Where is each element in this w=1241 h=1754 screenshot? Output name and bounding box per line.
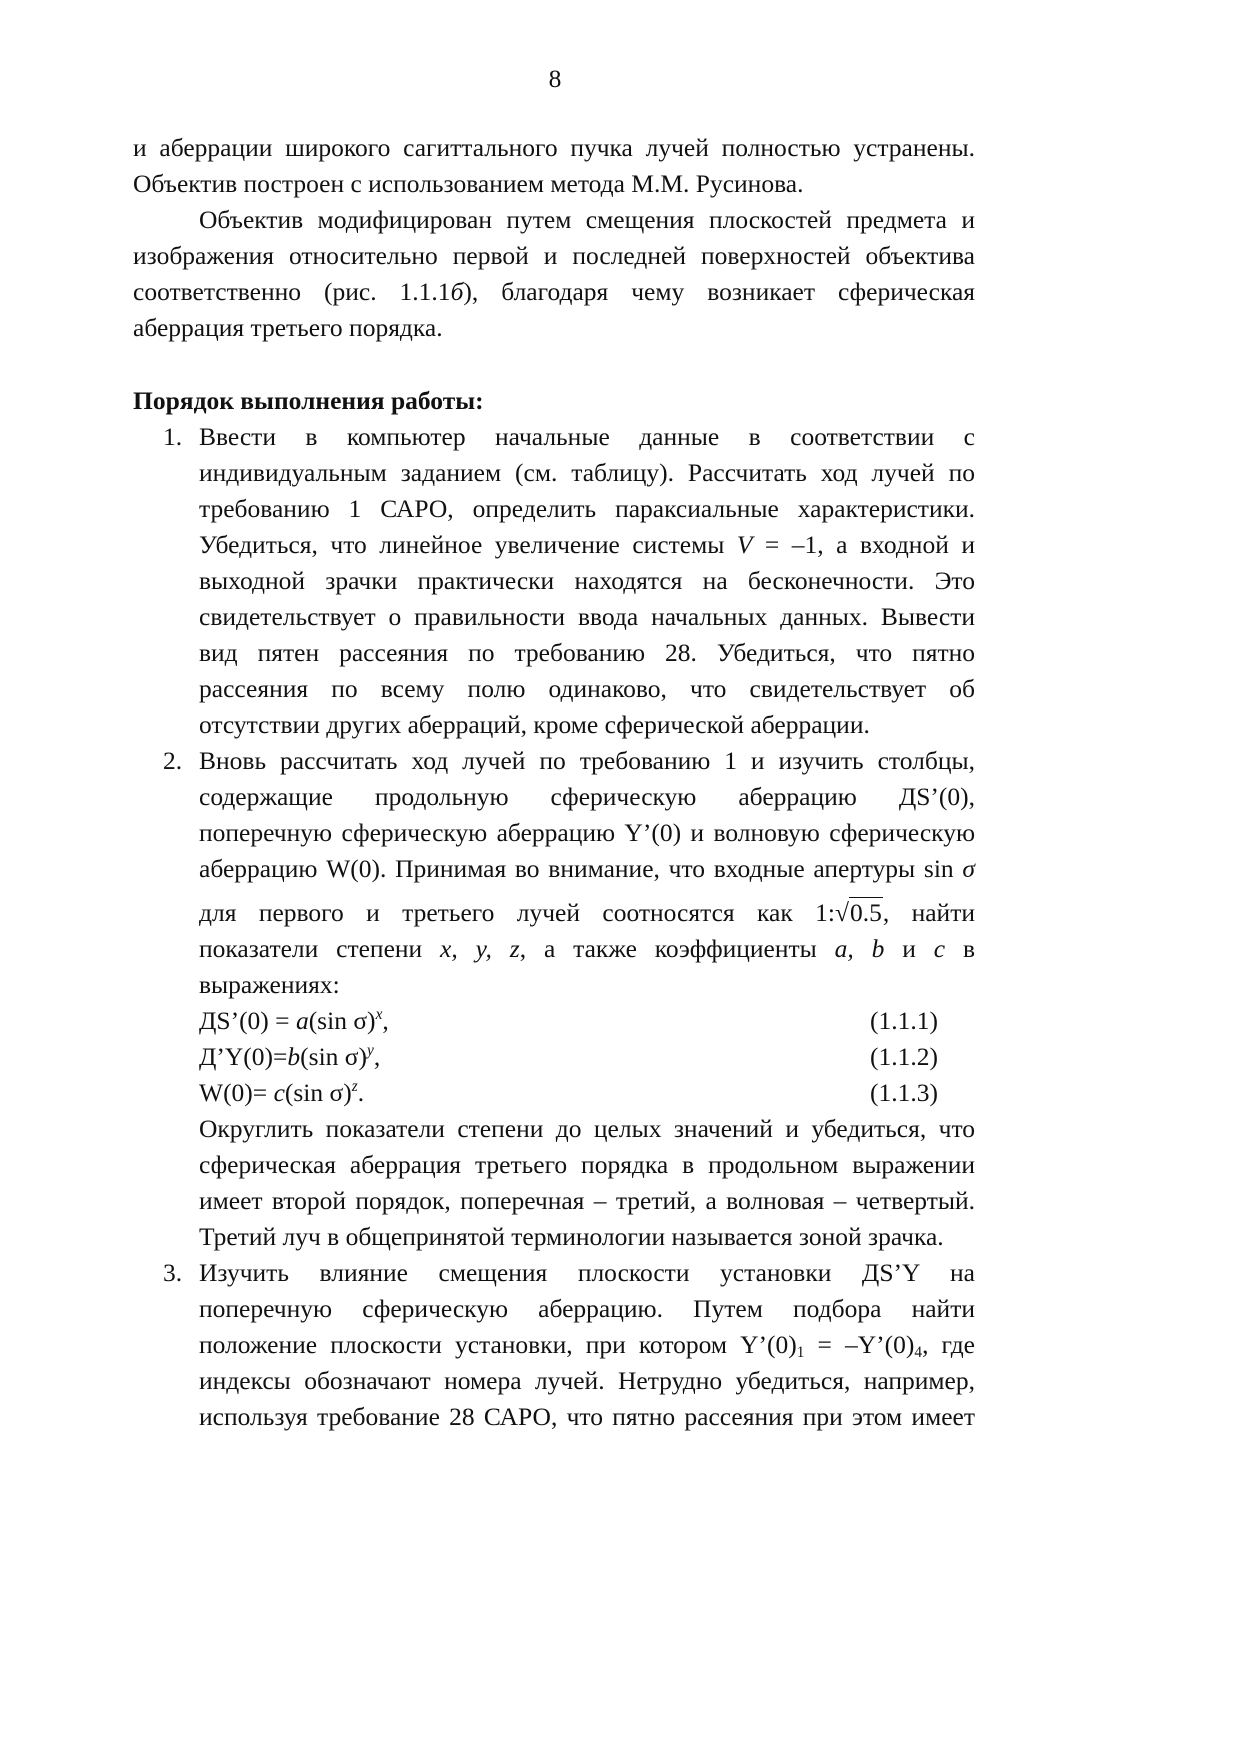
text-run: Округлить показатели степени до целых значений и убедиться, что xyxy=(199,1114,975,1143)
text-line xyxy=(133,779,975,815)
text-run: требованию 1 САРО, определить параксиальные характеристики. xyxy=(199,494,975,523)
text-run: Вновь рассчитать ход лучей по требованию 1 и изучить столбцы, xyxy=(199,746,975,775)
text-run: , xyxy=(382,1006,389,1035)
text-line xyxy=(133,815,975,851)
text-run xyxy=(854,934,872,963)
formula-line xyxy=(133,1075,975,1111)
text-run: индивидуальным заданием (см. таблицу). Рассчитать ход лучей по xyxy=(199,458,975,487)
text-run: рассеяния по всему полю одинаково, что свидетельствует об xyxy=(199,674,975,703)
text-line xyxy=(133,1399,975,1435)
text-line xyxy=(133,1255,975,1291)
italic-symbol: a xyxy=(295,1006,309,1035)
text-run: W(0)= xyxy=(199,1078,274,1107)
text-run: Порядок выполнения работы: xyxy=(133,386,484,415)
equation-number: (1.1.1) xyxy=(870,1006,938,1035)
text-run: , а также коэффициенты xyxy=(519,934,835,963)
italic-symbol: б xyxy=(450,277,464,306)
text-line xyxy=(133,527,975,563)
text-run: индексы обозначают номера лучей. Нетрудно убедиться, например, xyxy=(199,1366,975,1395)
text-line xyxy=(133,563,975,599)
text-line xyxy=(133,1291,975,1327)
formula-text xyxy=(199,1042,380,1071)
text-run: = –Y’(0) xyxy=(804,1330,915,1359)
equation-number: (1.1.2) xyxy=(870,1042,938,1071)
list-number: 1. xyxy=(163,422,183,451)
text-run: ), благодаря чему возникает сферическая xyxy=(463,277,975,306)
square-root: √0.5 xyxy=(834,898,882,927)
italic-symbol: y, xyxy=(475,934,492,963)
text-line xyxy=(133,1147,975,1183)
text-run: выражениях: xyxy=(199,970,340,999)
italic-symbol: c xyxy=(933,934,946,963)
text-run xyxy=(492,934,510,963)
text-line xyxy=(133,931,975,967)
text-line xyxy=(133,743,975,779)
text-run: Ввести в компьютер начальные данные в соответствии с xyxy=(199,422,975,451)
text-run: и аберрации широкого сагиттального пучка лучей полностью устранены. xyxy=(133,133,975,162)
text-run: (sin σ) xyxy=(300,1042,368,1071)
text-run: выходной зрачки практически находятся на бесконечности. Это xyxy=(199,566,975,595)
italic-symbol: x, xyxy=(440,934,458,963)
formula-line xyxy=(133,1039,975,1075)
text-line xyxy=(133,491,975,527)
text-line xyxy=(133,1183,975,1219)
text-line xyxy=(133,1327,975,1363)
text-run: (sin σ) xyxy=(308,1006,376,1035)
text-line xyxy=(133,166,975,202)
text-line xyxy=(133,130,975,166)
text-run: = –1, а входной и xyxy=(752,530,975,559)
text-run: поперечную сферическую аберрацию. Путем подбора найти xyxy=(199,1294,975,1323)
text-line xyxy=(133,707,975,743)
text-run: . xyxy=(357,1078,365,1107)
formula-line xyxy=(133,1003,975,1039)
text-line xyxy=(133,1219,975,1255)
text-run: Объектив построен с использованием метода М.М. Русинова. xyxy=(133,169,804,198)
exponent: y xyxy=(367,1042,374,1059)
text-run xyxy=(458,934,476,963)
text-run: имеет второй порядок, поперечная – третий, а волновая – четвертый. xyxy=(199,1186,975,1215)
subscript-index: 4 xyxy=(914,1344,923,1361)
exponent: x xyxy=(375,1006,383,1023)
text-run: аберрацию W(0). Принимая во внимание, что входные апертуры sin xyxy=(199,854,963,883)
formula-text xyxy=(199,1078,364,1107)
text-run: отсутствии других аберраций, кроме сферической аберрации. xyxy=(199,710,870,739)
text-line xyxy=(133,599,975,635)
text-line xyxy=(133,202,975,238)
text-line xyxy=(133,851,975,887)
text-run: соответственно (рис. 1.1.1 xyxy=(133,277,451,306)
italic-symbol: σ xyxy=(962,854,975,883)
equation-number: (1.1.3) xyxy=(870,1078,938,1107)
text-run: (sin σ) xyxy=(284,1078,352,1107)
text-run: Изучить влияние смещения плоскости установки ДS’Y на xyxy=(199,1258,975,1287)
text-run: вид пятен рассеяния по требованию 28. Убедиться, что пятно xyxy=(199,638,975,667)
italic-symbol: a, xyxy=(834,934,854,963)
exponent: z xyxy=(351,1078,358,1095)
italic-symbol: V xyxy=(736,530,753,559)
text-run: свидетельствует о правильности ввода начальных данных. Вывести xyxy=(199,602,975,631)
italic-symbol: z xyxy=(509,934,520,963)
document-body xyxy=(133,130,975,1435)
italic-symbol: c xyxy=(273,1078,285,1107)
text-run: положение плоскости установки, при котором Y’(0) xyxy=(199,1330,797,1359)
text-line xyxy=(133,310,975,346)
text-run: аберрация третьего порядка. xyxy=(133,313,443,342)
text-run: изображения относительно первой и последней поверхностей объектива xyxy=(133,241,975,270)
text-run: показатели степени xyxy=(199,934,441,963)
text-run: Д’Y(0)= xyxy=(199,1042,288,1071)
text-run: ДS’(0) = xyxy=(199,1006,296,1035)
text-line xyxy=(133,238,975,274)
text-run: для первого и третьего лучей соотносятся как 1: xyxy=(199,898,835,927)
page-number: 8 xyxy=(548,64,562,93)
text-line xyxy=(133,1363,975,1399)
text-line xyxy=(133,455,975,491)
text-run: и xyxy=(884,934,934,963)
list-number: 2. xyxy=(163,746,183,775)
section-heading xyxy=(133,383,975,419)
text-run: , найти xyxy=(882,898,975,927)
text-run: Объектив модифицирован путем смещения плоскостей предмета и xyxy=(199,205,975,234)
text-line xyxy=(133,635,975,671)
text-run: поперечную сферическую аберрацию Y’(0) и волновую сферическую xyxy=(199,818,975,847)
text-line xyxy=(133,887,975,931)
text-run: содержащие продольную сферическую аберрацию ДS’(0), xyxy=(199,782,975,811)
text-line xyxy=(133,274,975,310)
text-run: , xyxy=(373,1042,381,1071)
text-run: используя требование 28 САРО, что пятно рассеяния при этом имеет xyxy=(199,1402,975,1431)
italic-symbol: b xyxy=(287,1042,301,1071)
formula-text xyxy=(199,1006,389,1035)
italic-symbol: b xyxy=(871,934,885,963)
text-line xyxy=(133,967,975,1003)
text-line xyxy=(133,1111,975,1147)
radicand: 0.5 xyxy=(849,898,882,927)
blank-line xyxy=(133,346,975,383)
text-run: Третий луч в общепринятой терминологии называется зоной зрачка. xyxy=(199,1222,944,1251)
text-line xyxy=(133,419,975,455)
text-line xyxy=(133,671,975,707)
text-run: , где xyxy=(922,1330,976,1359)
text-run: сферическая аберрация третьего порядка в продольном выражении xyxy=(199,1150,975,1179)
text-run: Убедиться, что линейное увеличение системы xyxy=(199,530,737,559)
subscript-index: 1 xyxy=(796,1344,805,1361)
text-run: в xyxy=(945,934,976,963)
list-number: 3. xyxy=(163,1258,183,1287)
